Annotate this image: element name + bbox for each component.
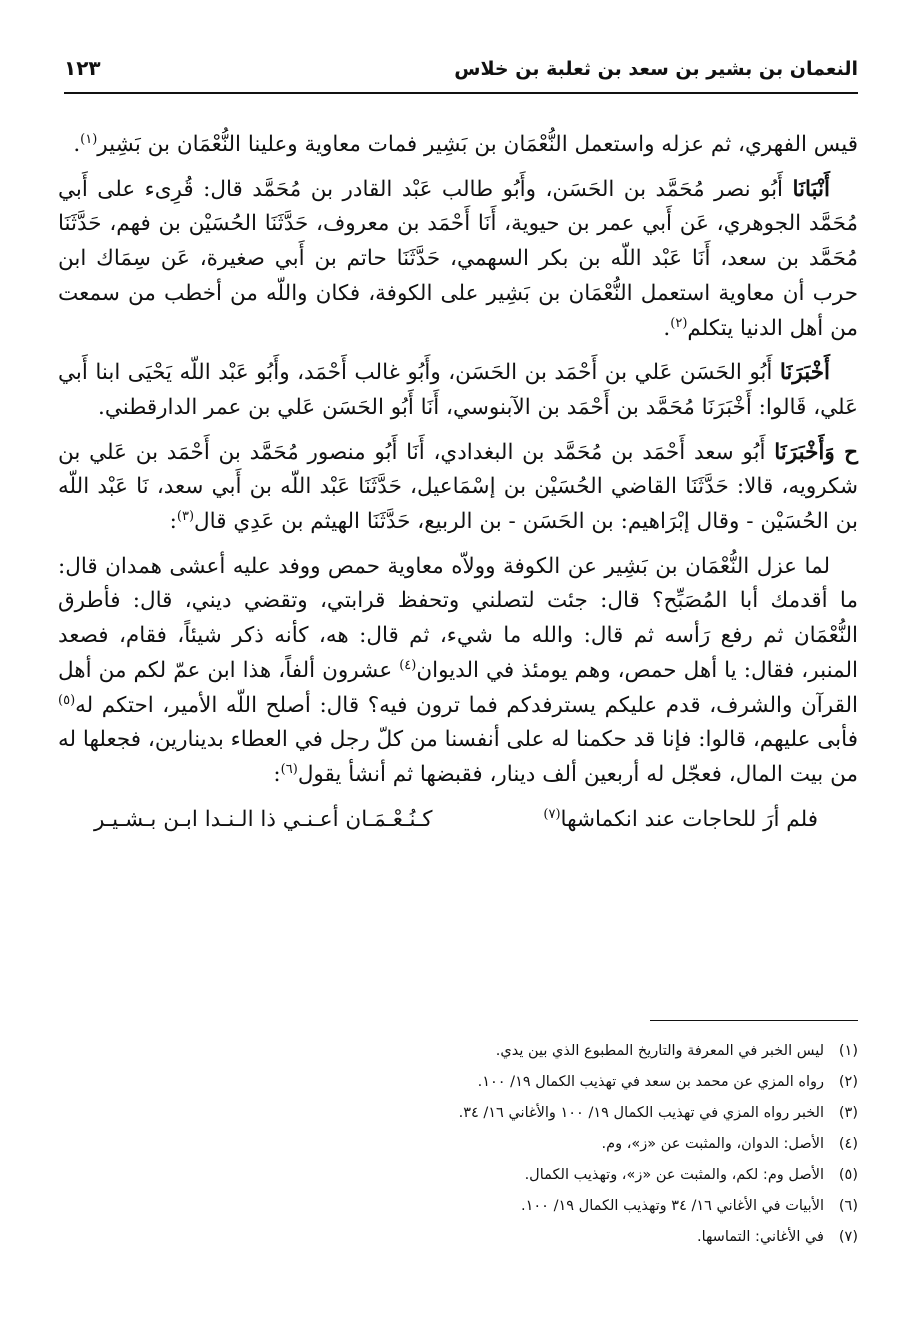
footnote-ref: (٦)	[280, 761, 298, 777]
footnote-item	[58, 1222, 858, 1253]
paragraph-5	[58, 550, 858, 793]
page-number: ١٢٣	[64, 56, 101, 80]
hemistich-text: فلم أرَ للحاجات عند انكماشها	[560, 806, 818, 832]
footnote-text: ليس الخبر في المعرفة والتاريخ المطبوع الذي بين يدي.	[495, 1043, 824, 1059]
second-hemistich: كـنُـعْـمَـان أعـنـي ذا الـنـدا ابـن بـشـيـر	[94, 806, 433, 832]
paragraph-text: قيس الفهري، ثم عزله واستعمل النُّعْمَان بن بَشِير فمات معاوية وعلينا النُّعْمَان بن بَشِير	[97, 132, 858, 157]
paragraph-tail: :	[169, 509, 177, 535]
footnote-item	[58, 1067, 858, 1098]
footnote-text: رواه المزي عن محمد بن سعد في تهذيب الكمال ١٩/ ١٠٠.	[477, 1074, 824, 1090]
footnote-item	[58, 1036, 858, 1067]
paragraph-text: أَبُو الحَسَن عَلي بن أَحْمَد بن الحَسَن، وأَبُو غالب أَحْمَد، وأَبُو عَبْد اللّه يَحْيَى ابنا أَبي عَلي، قَالوا: أَخْبَرَنَا مُحَمَّد بن أَحْمَد بن الآبنوسي، أَنَا أَبُو الحَسَن عَلي بن عمر الدارقطني.	[58, 360, 858, 420]
footnote-text: الأبيات في الأغاني ١٦/ ٣٤ وتهذيب الكمال ١٩/ ١٠٠.	[521, 1198, 824, 1214]
footnote-item	[58, 1160, 858, 1191]
footnote-ref: (٣)	[176, 508, 195, 524]
footnote-ref: (٥)	[58, 692, 76, 708]
footnote-ref: (١)	[80, 131, 98, 147]
footnote-separator	[650, 1020, 858, 1021]
footnote-item	[58, 1098, 858, 1129]
paragraph-4	[58, 436, 858, 540]
poetry-verse	[94, 803, 818, 838]
footnote-number: (٦)	[838, 1198, 858, 1214]
footnote-number: (٥)	[838, 1167, 858, 1183]
transmission-keyword: أَنْبَانَا	[792, 176, 830, 202]
running-title: النعمان بن بشير بن سعد بن ثعلبة بن خلاس	[454, 58, 858, 80]
paragraph-text: أَبُو نصر مُحَمَّد بن الحَسَن، وأَبُو طالب عَبْد القادر بن مُحَمَّد قال: قُرِىء على أَبي مُحَمَّد الجوهري، عَن أَبي عمر بن حيوية، أَنَا أَحْمَد بن معروف، حَدَّثَنَا الحُسَيْن بن فهم، حَدَّثَنَا مُحَمَّد بن سعد، أَنَا عَبْد اللّه بن بكر السهمي، حَدَّثَنَا حاتم بن أَبي صغيرة، عَن سِمَاك ابن حرب أن معاوية استعمل النُّعْمَان بن بَشِير على الكوفة، فكان واللّه من أخطب من سمعت من أهل الدنيا يتكلم	[58, 176, 858, 341]
footnotes	[58, 1036, 858, 1253]
footnote-ref: (٢)	[670, 315, 688, 331]
paragraph-tail: .	[73, 132, 81, 157]
paragraph-2	[58, 173, 858, 347]
footnote-item	[58, 1129, 858, 1160]
footnote-text: الأصل وم: لكم، والمثبت عن «ز»، وتهذيب الكمال.	[524, 1167, 824, 1183]
footnote-number: (١)	[838, 1043, 858, 1059]
footnote-ref: (٧)	[543, 806, 561, 822]
paragraph-tail: .	[663, 315, 671, 341]
paragraph-text: عشرون ألفاً، هذا ابن عمّ لكم من أهل القرآن والشرف، قدم عليكم يسترفدكم فما ترون فيه؟ قال: أصلح اللّه الأمير، احتكم له	[58, 657, 858, 718]
footnote-text: الأصل: الدوان، والمثبت عن «ز»، وم.	[601, 1136, 824, 1152]
paragraph-text: فأبى عليهم، قالوا: فإنا قد حكمنا له على أنفسنا من كلّ رجل في العطاء بدينارين، فجعلها له من بيت المال، فعجّل له أربعين ألف دينار، فقبضها ثم أنشأ يقول	[58, 727, 858, 787]
paragraph-text: أَبُو سعد أَحْمَد بن مُحَمَّد بن البغدادي، أَنَا أَبُو منصور مُحَمَّد بن أَحْمَد بن عَلي بن شكرويه، قالا: حَدَّثَنَا القاضي الحُسَيْن بن إسْمَاعيل، حَدَّثَنَا عَبْد اللّه بن أَبي سعد، نَا عَبْد اللّه بن الحُسَيْن - وقال إبْرَاهيم: بن الحَسَن - بن الربيع، حَدَّثَنَا الهيثم بن عَدِي قال	[58, 439, 858, 535]
footnote-number: (٣)	[838, 1105, 858, 1121]
body-text	[58, 128, 858, 837]
transmission-keyword: ح وَأَخْبَرَنَا	[774, 439, 858, 465]
paragraph-text: لما عزل النُّعْمَان بن بَشِير عن الكوفة وولاّه معاوية حمص ووفد عليه أعشى همدان قال: ما أقدمك أبا المُصَبِّح؟ قال: جئت لتصلني وتحفظ قرابتي، وتقضي ديني، قال: فأطرق النُّعْمَان ثم رفع رَأسه ثم قال: والله ما شيء، ثم قال: هه، كأنه ذكر شيئاً، فقام، فصعد المنبر، فقال: يا أهل حمص، وهم يومئذ في الديوان	[58, 553, 859, 683]
paragraph-3	[58, 356, 858, 425]
footnote-number: (٢)	[838, 1074, 858, 1090]
transmission-keyword: أَخْبَرَنَا	[779, 360, 830, 386]
footnote-item	[58, 1191, 858, 1222]
paragraph-tail: :	[273, 761, 281, 787]
first-hemistich	[543, 803, 818, 838]
footnote-ref: (٤)	[399, 657, 417, 673]
page-header	[64, 52, 858, 94]
footnote-text: في الأغاني: التماسها.	[696, 1229, 824, 1245]
footnote-text: الخبر رواه المزي في تهذيب الكمال ١٩/ ١٠٠ والأغاني ١٦/ ٣٤.	[458, 1105, 824, 1121]
footnote-number: (٤)	[838, 1136, 858, 1152]
footnote-number: (٧)	[838, 1229, 858, 1245]
paragraph-1	[58, 128, 858, 163]
